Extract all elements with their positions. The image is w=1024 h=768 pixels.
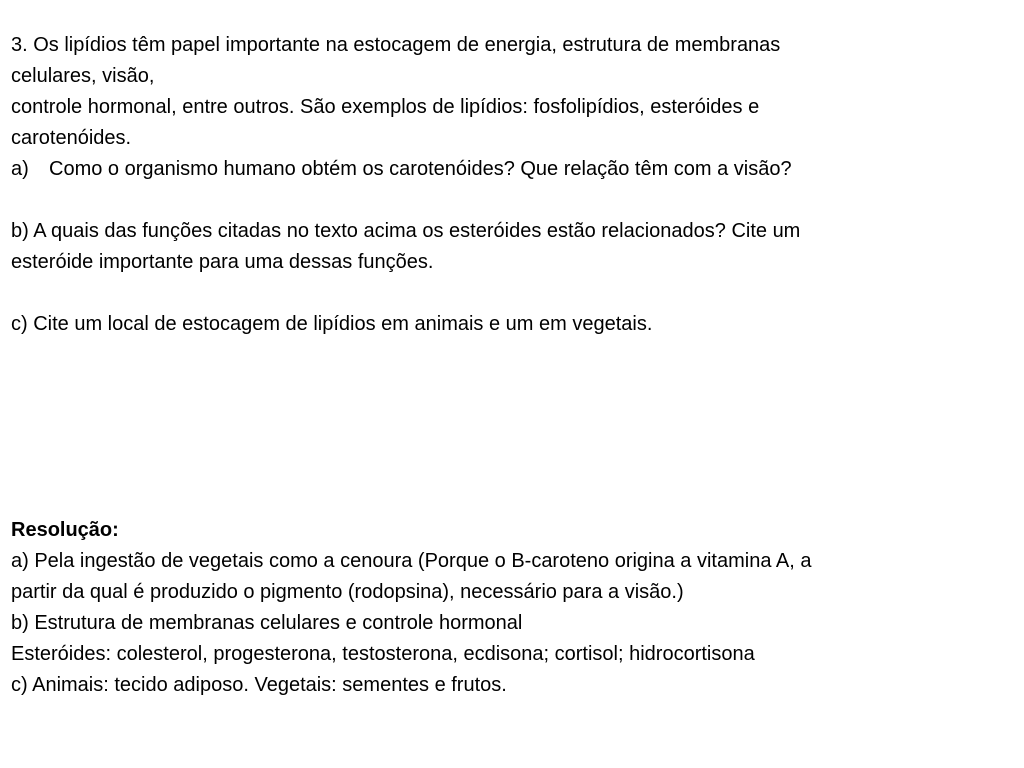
question-block	[11, 30, 1011, 340]
question-intro-line: controle hormonal, entre outros. São exemplos de lipídios: fosfolipídios, esteróides e	[11, 96, 760, 118]
question-intro-line: 3. Os lipídios têm papel importante na estocagem de energia, estrutura de membranas	[11, 34, 781, 56]
question-item-b-line: b) A quais das funções citadas no texto acima os esteróides estão relacionados? Cite um	[11, 220, 801, 242]
question-intro-line: celulares, visão,	[11, 65, 155, 87]
question-item-a	[11, 154, 1011, 185]
item-a-text: Como o organismo humano obtém os carotenóides? Que relação têm com a visão?	[49, 158, 792, 180]
resolution-line: c) Animais: tecido adiposo. Vegetais: sementes e frutos.	[11, 674, 507, 696]
item-a-marker: a)	[11, 158, 29, 180]
resolution-line: b) Estrutura de membranas celulares e controle hormonal	[11, 612, 523, 634]
resolution-line: Esteróides: colesterol, progesterona, testosterona, ecdisona; cortisol; hidrocortisona	[11, 643, 755, 665]
question-intro-line: carotenóides.	[11, 127, 132, 149]
question-item-b-line: esteróide importante para uma dessas funções.	[11, 251, 434, 273]
spacer	[11, 185, 1011, 216]
resolution-block	[11, 515, 1011, 701]
resolution-line: a) Pela ingestão de vegetais como a cenoura (Porque o B-caroteno origina a vitamina A, a	[11, 550, 812, 572]
spacer	[11, 278, 1011, 309]
resolution-title: Resolução:	[11, 519, 119, 541]
resolution-line: partir da qual é produzido o pigmento (rodopsina), necessário para a visão.)	[11, 581, 684, 603]
question-item-c: c) Cite um local de estocagem de lipídios em animais e um em vegetais.	[11, 313, 653, 335]
